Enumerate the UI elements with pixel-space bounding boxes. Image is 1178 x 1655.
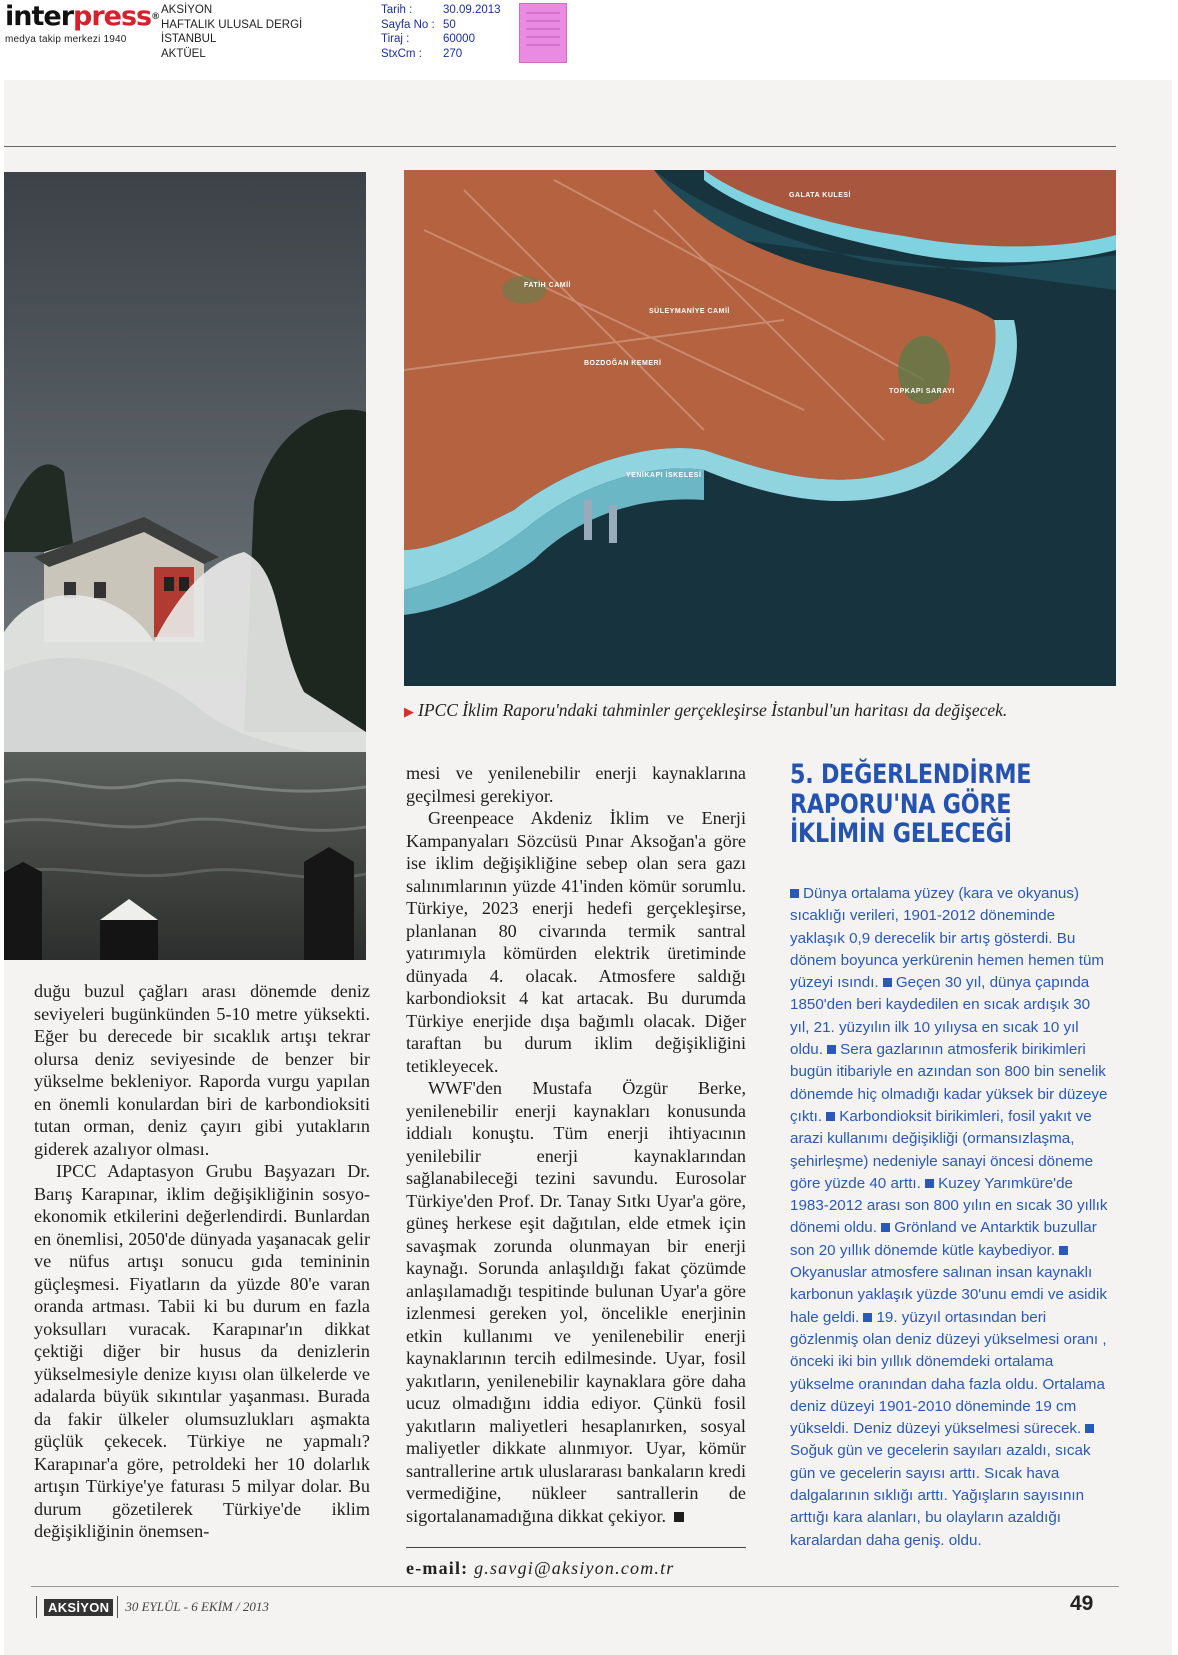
- article-paragraph: WWF'den Mustafa Özgür Berke, yenilenebilir enerji kaynakları konusunda iddialı konuştu. Tüm enerji ihtiyacının yenilebilir enerji kaynaklarından sağlanabileceği tezini savundu. Eurosolar Türkiye'den Prof. Dr. Tanay Sıtkı Uyar'a göre, güneş herkese eşit dağıtılan, elde etmek için savaşmak zorunda olunmayan bir enerji kaynağı. Sorunda anlaşıldığı fakat çözümde anlaşılamadığı tespitinde bulunan Uyar'a göre izlenmesi gereken yol, öncelikle enerjinin etkin kullanımı ve yenilenebilir enerji kaynaklarının tercih edilmesinde. Uyar, fosil yakıtların, yenilenebilir kaynaklara göre daha ucuz olmadığını iddia ediyor. Çünkü fosil yakıtların maliyetleri hesaplanırken, sosyal maliyetler dikkate alınmıyor. Uyar, kömür santrallerine artık uluslararası bankaların kredi vermediğine, nükleer santrallerin de sigortalanamadığına dikkat çekiyor.: [406, 1078, 746, 1526]
- top-rule: [4, 146, 1116, 147]
- bullet-square-icon: [1059, 1246, 1068, 1255]
- interpress-logo: [5, 1, 160, 45]
- sidebar-item: Karbondioksit birikimleri, fosil yakıt ve arazi kullanımı değişikliği (ormansızlaşma, şehirleşme) nedeniyle sanayi öncesi döneme göre yüzde 40 arttı.: [790, 1107, 1094, 1192]
- page-footer: [32, 1596, 269, 1618]
- logo-tagline: medya takip merkezi 1940: [5, 34, 127, 45]
- logo-registered-mark: ®: [151, 12, 160, 22]
- sidebar-item: Soğuk gün ve gecelerin sayıları azaldı, sıcak gün ve gecelerin sayısı arttı. Sıcak hava dalgalarının sıklığı arttı. Yağışların sayısının arttığı kara alanları, bu olayların azaldığı karalardan daha geniş. oldu.: [790, 1442, 1091, 1549]
- map-label: YENİKAPI İSKELESİ: [626, 472, 702, 479]
- email-address[interactable]: g.savgi@aksiyon.com.tr: [474, 1558, 675, 1578]
- email-label: e-mail:: [406, 1558, 469, 1578]
- bullet-square-icon: [826, 1112, 835, 1121]
- meta-value: 30.09.2013: [443, 4, 501, 16]
- page-thumbnail[interactable]: [519, 3, 567, 63]
- publication-line: HAFTALIK ULUSAL DERGİ: [161, 18, 303, 31]
- publication-line: AKTÜEL: [161, 47, 206, 60]
- clipping-header: [0, 0, 1178, 70]
- sidebar-item: Okyanuslar atmosfere salınan insan kaynaklı karbonun yaklaşık yüzde 30'unu emdi ve asidik hale geldi.: [790, 1264, 1107, 1326]
- footer-separator: [117, 1596, 118, 1618]
- article-paragraph: mesi ve yenilenebilir enerji kaynaklarına geçilmesi gerekiyor.: [406, 763, 746, 806]
- map-label: TOPKAPI SARAYI: [889, 388, 955, 395]
- caption-marker-icon: ▶: [404, 704, 414, 719]
- map-label: GALATA KULESİ: [789, 192, 851, 199]
- sidebar-text: [790, 883, 1110, 1552]
- article-paragraph: duğu buzul çağları arası dönemde deniz seviyeleri bugünkünden 5-10 metre yüksekti. Eğer bu derecede bir sıcaklık artışı tekrar olursa deniz seviyesinde de benzer bir yükselme bekleniyor. Raporda vurgu yapılan en önemli konulardan biri de karbondioksiti tutan orman, deniz çayırı gibi yutakların giderek azalıyor olması.: [34, 981, 370, 1159]
- map-label: SÜLEYMANİYE CAMİİ: [649, 308, 730, 315]
- bullet-square-icon: [790, 889, 799, 898]
- end-of-article-icon: [674, 1512, 684, 1522]
- istanbul-flood-map: [404, 170, 1116, 686]
- sidebar-item: Geçen 30 yıl, dünya çapında 1850'den beri kaydedilen en sıcak ardışık 30 yıl, 21. yüzyılın ilk 10 yılıysa en sıcak 10 yıl oldu.: [790, 974, 1091, 1059]
- meta-value: 270: [443, 47, 463, 60]
- map-label: FATİH CAMİİ: [524, 282, 571, 289]
- clipping-meta: [381, 3, 501, 61]
- bullet-square-icon: [925, 1179, 934, 1188]
- meta-key: Tarih :: [381, 4, 413, 16]
- footer-separator: [36, 1596, 37, 1618]
- map-label: BOZDOĞAN KEMERİ: [584, 360, 662, 367]
- meta-value: 60000: [443, 33, 475, 45]
- meta-key: Tiraj :: [381, 33, 410, 45]
- storm-wave-photo: [4, 172, 366, 960]
- magazine-page: [4, 80, 1172, 1655]
- sidebar-title: 5. DEĞERLENDİRME RAPORU'NA GÖRE İKLİMİN GELECEĞİ: [790, 759, 1032, 849]
- sidebar-item: Kuzey Yarımküre'de 1983-2012 arası son 800 yılın en sıcak 30 yıllık dönemi oldu.: [790, 1174, 1108, 1237]
- meta-value: 50: [443, 18, 456, 31]
- sidebar-item: Dünya ortalama yüzey (kara ve okyanus) sıcaklığı verileri, 1901-2012 döneminde yaklaşık 0,9 derecelik bir artış gösterdi. Bu dönem boyunca yerkürenin hemen hemen tüm yüzeyi ısındı.: [790, 885, 1105, 992]
- sidebar-item: Grönland ve Antarktik buzullar son 20 yıllık dönemde kütle kaybediyor.: [790, 1219, 1097, 1259]
- meta-key: Sayfa No :: [381, 18, 435, 31]
- article-column-middle: [406, 762, 746, 1527]
- email-rule: [406, 1547, 746, 1548]
- caption-text: IPCC İklim Raporu'ndaki tahminler gerçekleşirse İstanbul'un haritası da değişecek.: [418, 700, 1008, 720]
- bullet-square-icon: [863, 1313, 872, 1322]
- logo-press: press: [73, 1, 152, 32]
- meta-key: StxCm :: [381, 47, 422, 60]
- article-paragraph: Greenpeace Akdeniz İklim ve Enerji Kampanyaları Sözcüsü Pınar Aksoğan'a göre ise iklim değişikliğine sebep olan sera gazı salınımlarının yüzde 41'inden kömür sorumlu. Türkiye, 2023 enerji hedefi gerçekleşirse, planlanan 80 civarında termik santral yatırımıyla kömürden elektrik üretiminde dünyada 4. olacak. Atmosfere saldığı karbondioksit 4 kat artacak. Bu durumda Türkiye enerjide dışa bağımlı olacak. Diğer taraftan bu durum iklim değişikliğini tetikleyecek.: [406, 808, 746, 1076]
- publication-line: AKSİYON: [161, 4, 213, 16]
- article-paragraph: IPCC Adaptasyon Grubu Başyazarı Dr. Barış Karapınar, iklim değişikliğinin sosyo-ekonomik etkilerini değerlendirdi. Bunlardan en önemlisi, 2050'de dünyada yaşanacak gelir ve nüfus artışı sonucu gıda temininin güçleşmesi. Fiyatların da yüzde 80'e varan oranda artması. Tabii ki bu durum en fazla yoksulları vuracak. Karapınar'ın dikkat çektiği diğer bir husus da denizlerin yükselmesiyle denize kıyısı olan ülkelerde ve adalarda büyük sıkıntılar yaşanması. Burada da fakir ülkeler olumsuzlukları aşmakta güçlük çekecek. Türkiye ne yapmalı? Karapınar'a göre, petroldeki her 10 dolarlık artışın Türkiye'ye faturası 5 milyar dolar. Bu durum gözetilerek Türkiye'de iklim değişikliğinin önemsen-: [34, 1161, 370, 1541]
- publication-line: İSTANBUL: [161, 33, 217, 45]
- footer-rule: [31, 1586, 1119, 1587]
- bullet-square-icon: [1085, 1424, 1094, 1433]
- logo-inter: inter: [5, 1, 74, 32]
- article-column-left: [34, 980, 370, 1543]
- bullet-square-icon: [827, 1045, 836, 1054]
- bullet-square-icon: [881, 1223, 890, 1232]
- sidebar-item: Sera gazlarının atmosferik birikimleri bugün itibariyle en azından son 800 bin senelik dönemde hiç olmadığı kadar yüksek bir düzeye çıktı.: [790, 1041, 1108, 1125]
- bullet-square-icon: [883, 978, 892, 987]
- page-number: 49: [1070, 1592, 1094, 1615]
- map-caption: [404, 700, 1116, 721]
- publication-info: [161, 3, 302, 61]
- magazine-name: AKSİYON: [44, 1599, 113, 1616]
- author-email[interactable]: [406, 1558, 746, 1579]
- issue-date: 30 EYLÜL - 6 EKİM / 2013: [125, 1599, 269, 1614]
- sidebar-item: 19. yüzyıl ortasından beri gözlenmiş olan deniz düzeyi yükselmesi oranı , önceki iki bin yıllık dönemdeki ortalama yükselme oranından daha fazla oldu. Ortalama deniz düzeyi 1901-2010 döneminde 19 cm yükseldi. Deniz düzeyi yükselmesi sürecek.: [790, 1308, 1107, 1438]
